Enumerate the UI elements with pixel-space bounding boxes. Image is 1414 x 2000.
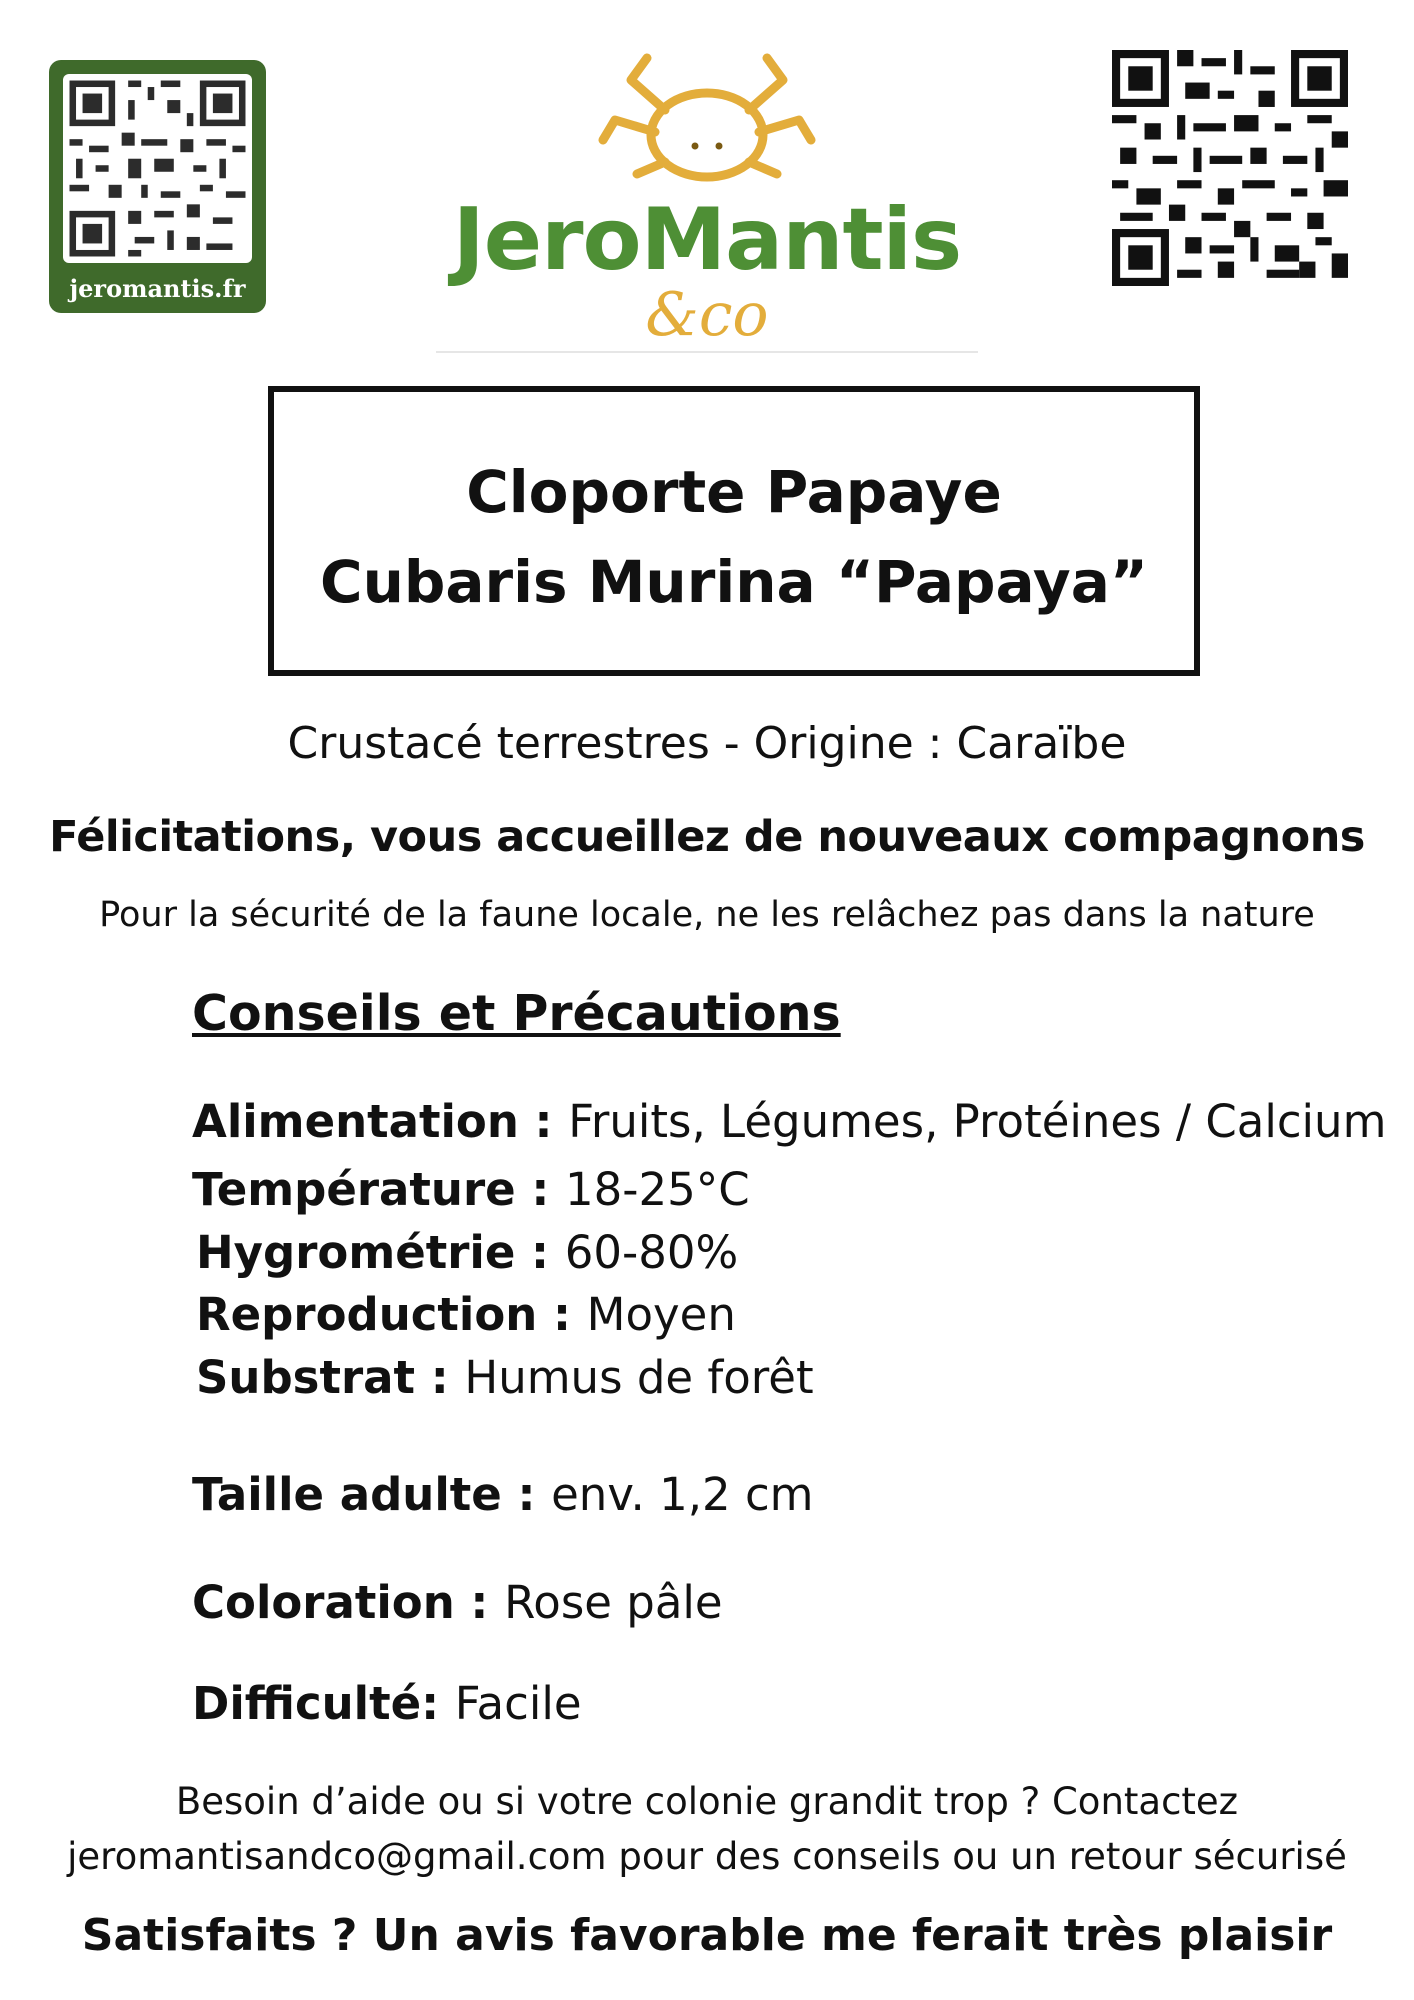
brand-logo <box>436 50 978 356</box>
website-caption: jeromantis.fr <box>69 274 246 303</box>
info-label: Substrat : <box>196 1351 465 1404</box>
info-label: Reproduction : <box>196 1288 587 1341</box>
info-row-reproduction <box>196 1288 736 1341</box>
website-qr-badge[interactable] <box>49 60 266 313</box>
info-row-hygrometrie <box>196 1226 738 1279</box>
qr-code-icon <box>63 74 252 263</box>
info-value: Facile <box>454 1677 582 1730</box>
help-text-line2: jeromantisandco@gmail.com pour des conseils ou un retour sécurisé <box>67 1835 1347 1878</box>
info-row-taille <box>192 1468 814 1521</box>
logo-divider <box>436 351 978 353</box>
brand-suffix: &co <box>645 280 769 350</box>
info-value: 60-80% <box>564 1226 739 1279</box>
info-label: Alimentation : <box>192 1095 569 1148</box>
mantis-logo-icon <box>587 50 827 185</box>
review-qr-code[interactable] <box>1112 50 1348 286</box>
species-title-box <box>268 386 1200 676</box>
advice-heading: Conseils et Précautions <box>192 985 841 1042</box>
info-value: Fruits, Légumes, Protéines / Calcium <box>568 1095 1387 1148</box>
info-value: Rose pâle <box>504 1576 723 1629</box>
info-row-difficulte <box>192 1677 582 1730</box>
info-label: Coloration : <box>192 1576 505 1629</box>
qr-code-icon <box>1112 50 1348 286</box>
info-row-alimentation <box>192 1095 1386 1148</box>
common-name: Cloporte Papaye <box>466 458 1002 526</box>
info-row-coloration <box>192 1576 723 1629</box>
release-warning: Pour la sécurité de la faune locale, ne les relâchez pas dans la nature <box>99 895 1315 935</box>
info-value: 18-25°C <box>565 1163 750 1216</box>
species-subtitle: Crustacé terrestres - Origine : Caraïbe <box>287 718 1127 769</box>
info-label: Taille adulte : <box>192 1468 552 1521</box>
brand-name: JeroMantis <box>452 190 962 290</box>
review-request: Satisfaits ? Un avis favorable me ferait très plaisir <box>81 1910 1333 1961</box>
congratulations-text: Félicitations, vous accueillez de nouveaux compagnons <box>49 812 1365 862</box>
info-value: env. 1,2 cm <box>551 1468 814 1521</box>
info-label: Hygrométrie : <box>196 1226 565 1279</box>
info-label: Difficulté: <box>192 1677 455 1730</box>
help-text-line1: Besoin d’aide ou si votre colonie grandit trop ? Contactez <box>175 1780 1239 1823</box>
info-label: Température : <box>192 1163 566 1216</box>
info-value: Moyen <box>586 1288 736 1341</box>
info-value: Humus de forêt <box>464 1351 814 1404</box>
info-row-temperature <box>192 1163 750 1216</box>
scientific-name: Cubaris Murina “Papaya” <box>320 548 1148 616</box>
info-row-substrat <box>196 1351 814 1404</box>
